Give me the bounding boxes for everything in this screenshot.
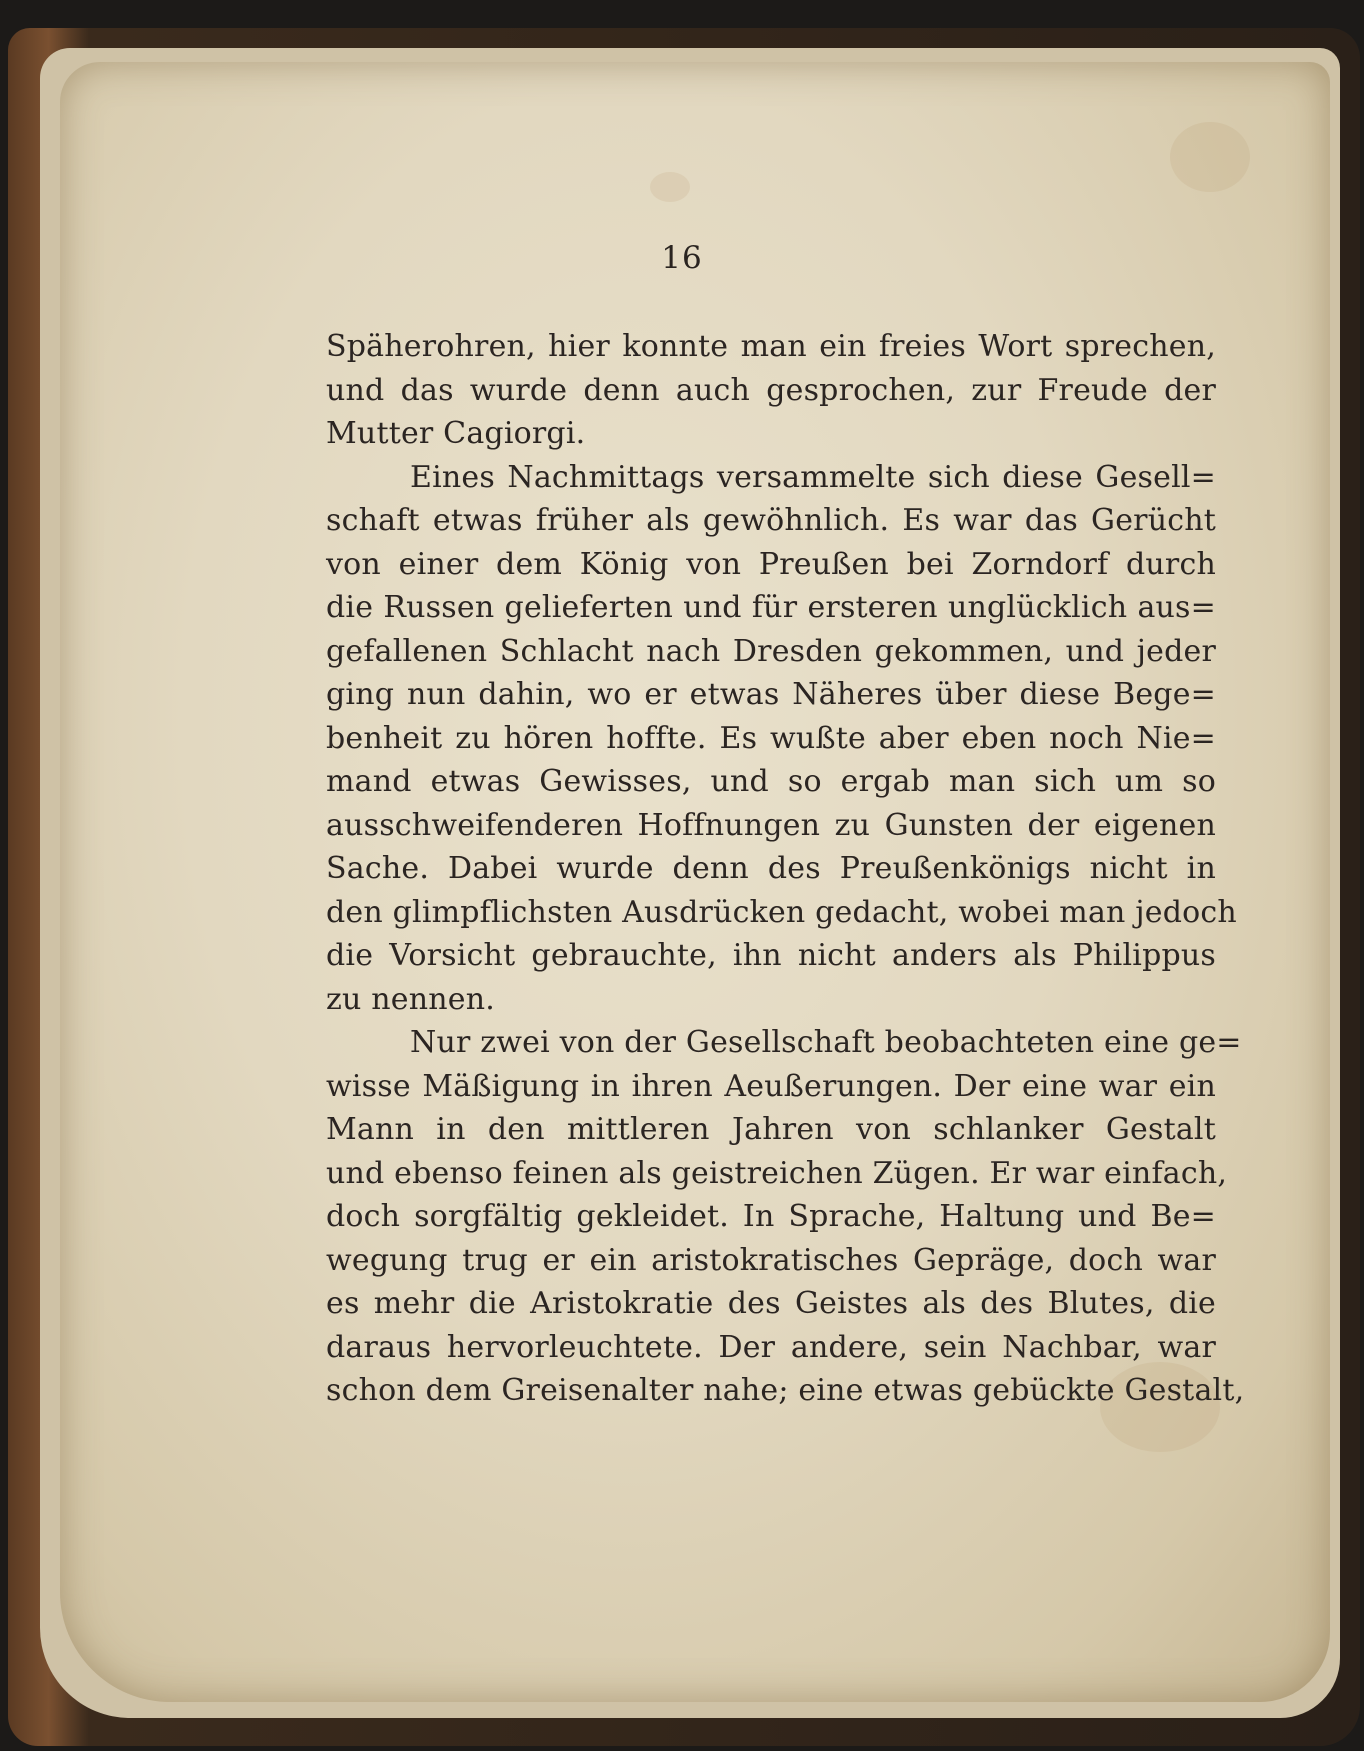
page-number: 16 — [661, 240, 703, 276]
text-line: doch sorgfältig gekleidet. In Sprache, Haltung und Be= — [326, 1199, 1216, 1234]
text-line: und ebenso feinen als geistreichen Zügen. Er war einfach, — [326, 1155, 1228, 1191]
text-line: und das wurde denn auch gesprochen, zur Freude der — [326, 372, 1216, 408]
text-line: es mehr die Aristokratie des Geistes als des Blutes, die — [326, 1286, 1216, 1321]
text-line: Eines Nachmittags versammelte sich diese Gesell= — [410, 459, 1216, 495]
text-line: Mann in den mittleren Jahren von schlanker Gestalt — [326, 1112, 1216, 1147]
text-line: die Russen gelieferten und für ersteren unglücklich aus= — [326, 590, 1216, 625]
text-line: mand etwas Gewisses, und so ergab man sich um so — [326, 764, 1216, 799]
text-line: daraus hervorleuchtete. Der andere, sein Nachbar, war — [326, 1329, 1216, 1365]
text-line: die Vorsicht gebrauchte, ihn nicht anders als Philippus — [326, 938, 1216, 973]
text-line: ging nun dahin, wo er etwas Näheres über diese Bege= — [326, 677, 1216, 712]
text-line: gefallenen Schlacht nach Dresden gekommen, und jeder — [326, 633, 1216, 669]
paper-stain — [1170, 122, 1250, 192]
text-line: Mutter Cagiorgi. — [326, 416, 586, 451]
text-line: Nur zwei von der Gesellschaft beobachteten eine ge= — [410, 1025, 1242, 1060]
text-line: von einer dem König von Preußen bei Zorndorf durch — [326, 546, 1216, 582]
text-line: wegung trug er ein aristokratisches Gepräge, doch war — [326, 1242, 1216, 1278]
text-line: benheit zu hören hoffte. Es wußte aber eben noch Nie= — [326, 720, 1216, 756]
text-line: Späherohren, hier konnte man ein freies Wort sprechen, — [326, 329, 1216, 364]
body-text — [326, 325, 1245, 1413]
text-line: schaft etwas früher als gewöhnlich. Es war das Gerücht — [326, 503, 1216, 538]
paper-stain — [650, 172, 690, 202]
text-line: den glimpflichsten Ausdrücken gedacht, wobei man jedoch — [326, 894, 1237, 930]
text-line: wisse Mäßigung in ihren Aeußerungen. Der eine war ein — [326, 1068, 1216, 1104]
text-line: ausschweifenderen Hoffnungen zu Gunsten der eigenen — [326, 807, 1216, 843]
text-line: Sache. Dabei wurde denn des Preußenkönigs nicht in — [326, 851, 1216, 886]
text-line: schon dem Greisenalter nahe; eine etwas gebückte Gestalt, — [326, 1373, 1245, 1408]
text-line: zu nennen. — [326, 981, 495, 1017]
